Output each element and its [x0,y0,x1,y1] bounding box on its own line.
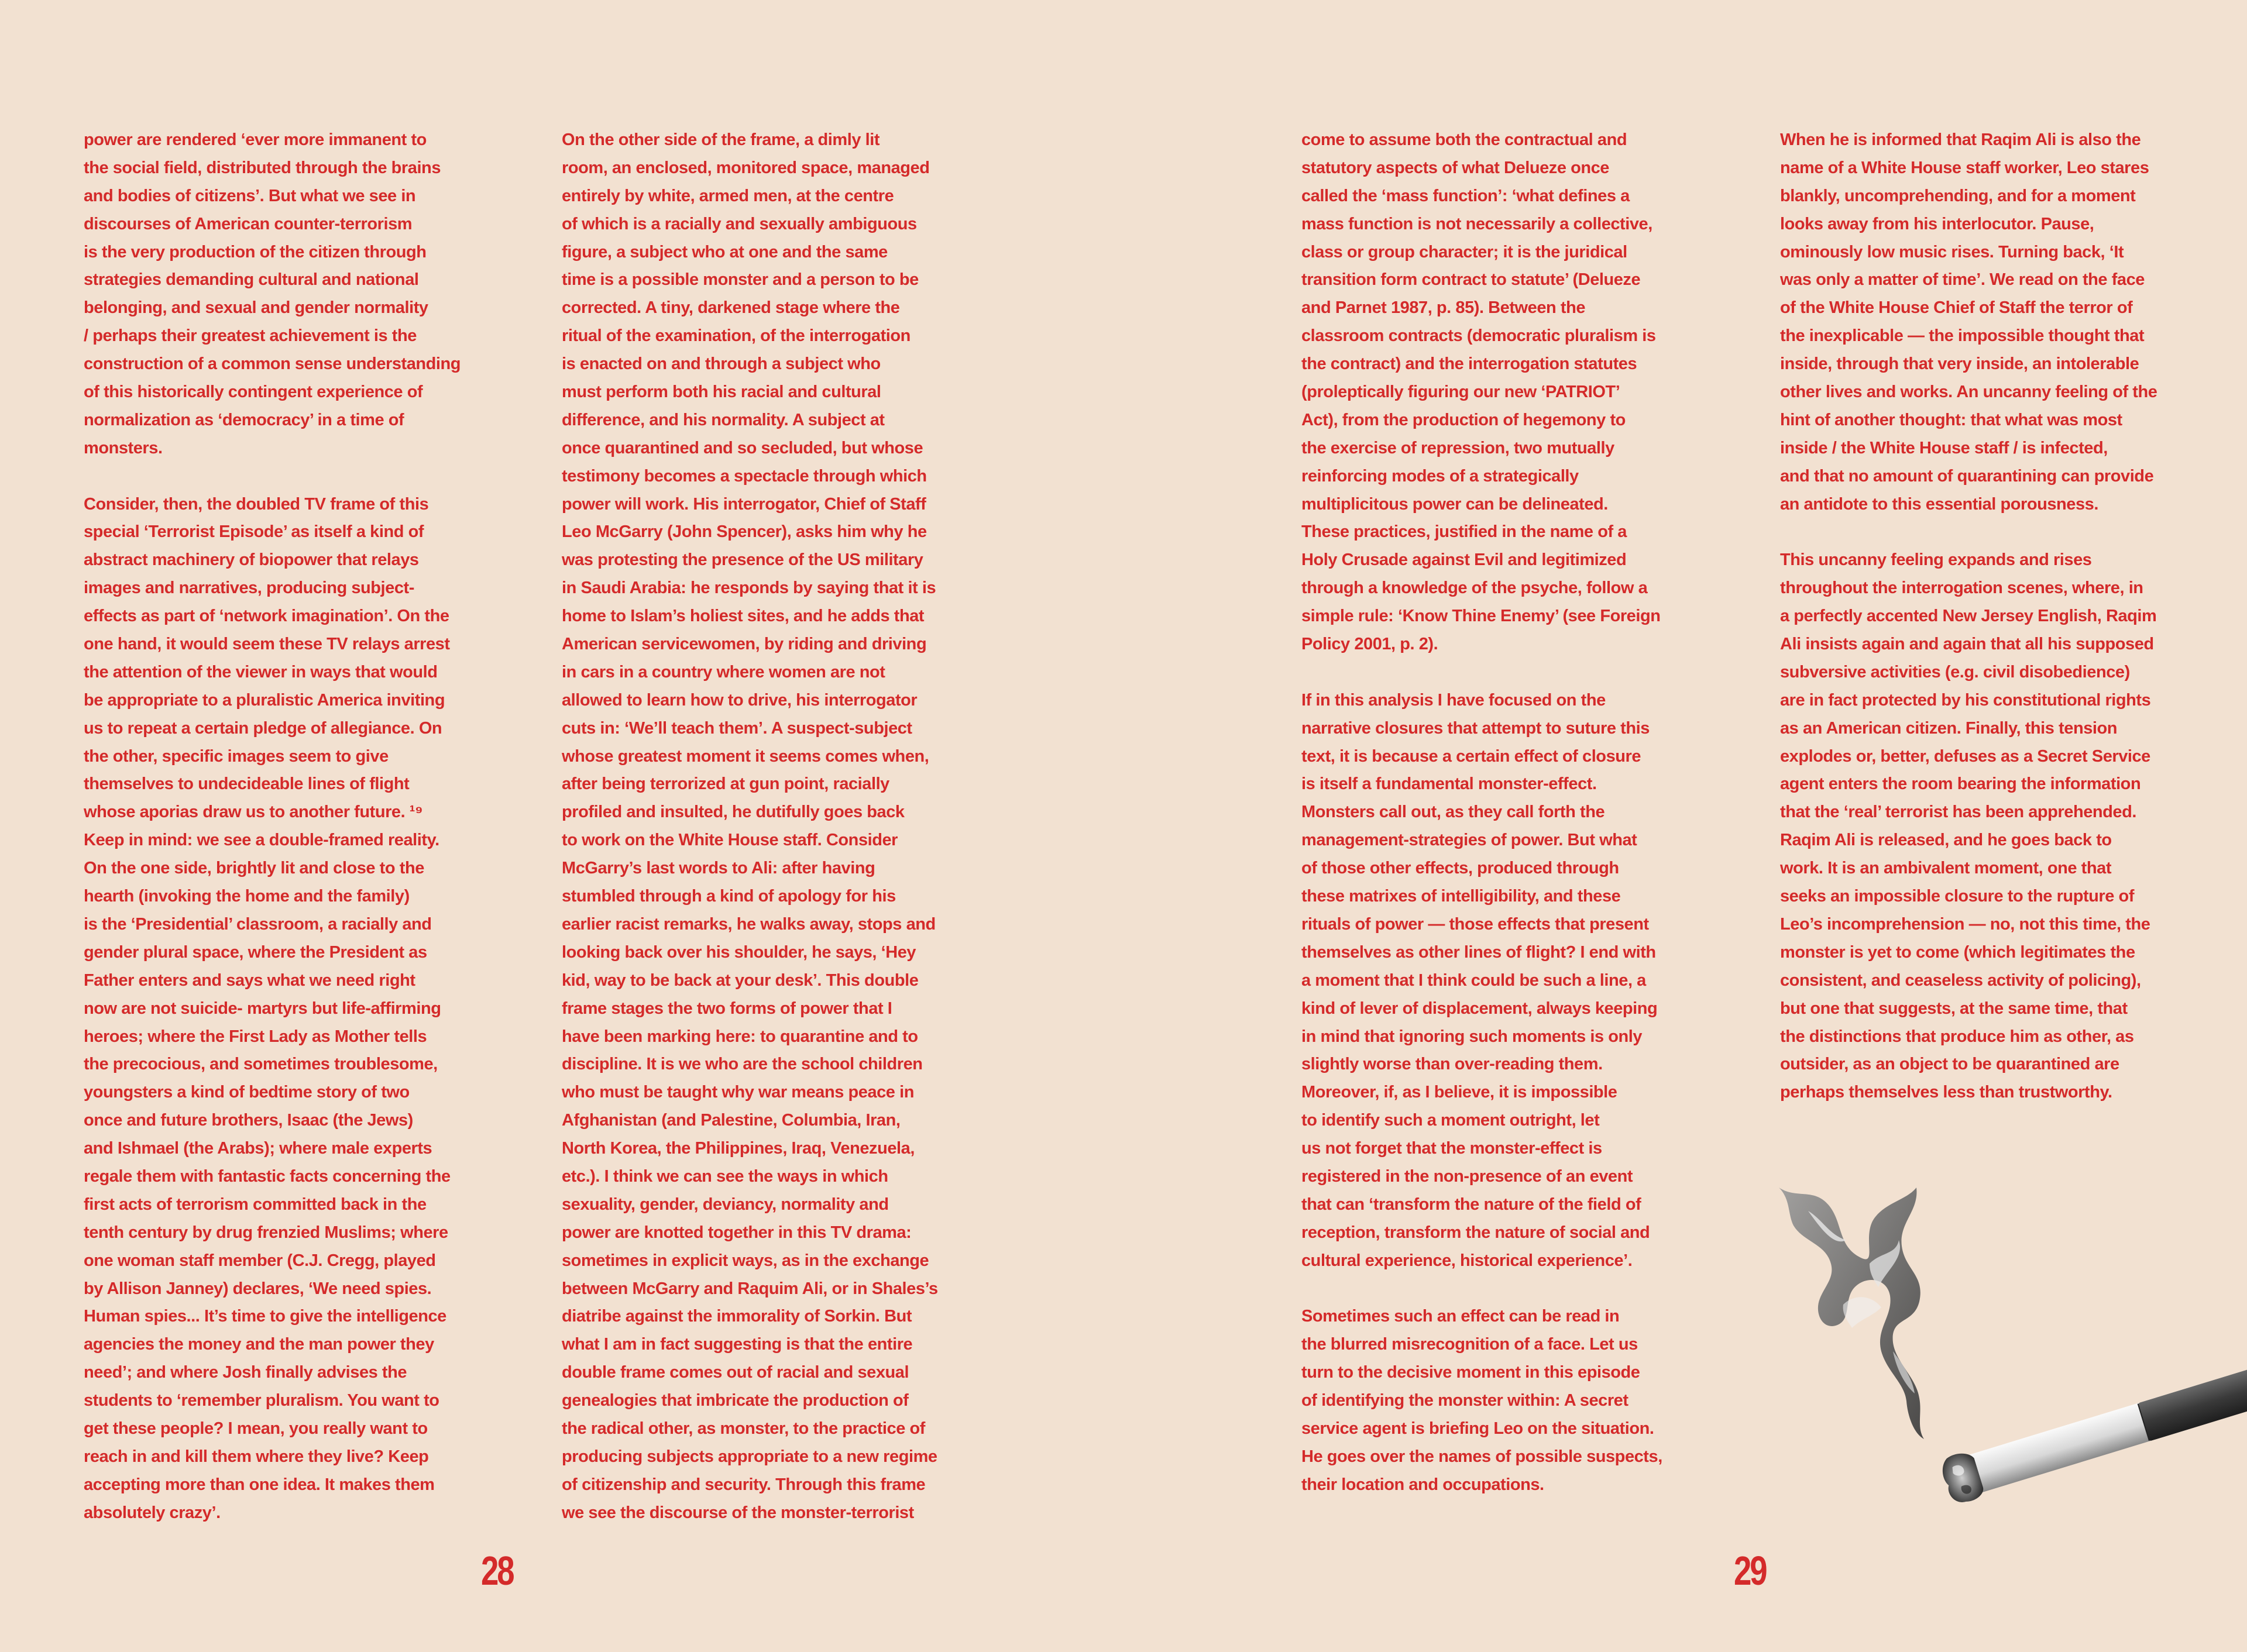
text-line: was only a matter of time’. We read on the face [1780,270,2145,290]
text-line: absolutely crazy’. [84,1503,221,1522]
text-line: the social field, distributed through the brains [84,158,441,177]
text-line: tenth century by drug frenzied Muslims; where [84,1223,448,1242]
text-line: normalization as ‘democracy’ in a time of [84,410,404,429]
text-line: have been marking here: to quarantine and to [562,1027,918,1046]
text-line: regale them with fantastic facts concerning the [84,1166,451,1186]
text-line: On the other side of the frame, a dimly lit [562,130,880,149]
text-line: Keep in mind: we see a double-framed reality. [84,831,439,850]
text-line: looking back over his shoulder, he says, ‘Hey [562,942,916,962]
text-line: of those other effects, produced through [1301,859,1619,878]
text-line: belonging, and sexual and gender normality [84,298,428,318]
text-line: corrected. A tiny, darkened stage where the [562,298,900,318]
text-line: looks away from his interlocutor. Pause, [1780,214,2094,233]
text-line: agencies the money and the man power they [84,1335,434,1354]
text-line: / perhaps their greatest achievement is the [84,326,417,346]
text-line: home to Islam’s holiest sites, and he adds that [562,607,925,626]
text-line: Ali insists again and again that all his supposed [1780,635,2154,654]
text-line: once quarantined and so secluded, but whose [562,438,923,457]
text-column-3 [1301,126,1662,1499]
text-line: discipline. It is we who are the school children [562,1055,923,1074]
text-line: Sometimes such an effect can be read in [1301,1307,1620,1326]
text-line: need’; and where Josh finally advises the [84,1363,407,1382]
text-line: genealogies that imbricate the production of [562,1391,909,1410]
text-line: effects as part of ‘network imagination’. On the [84,607,449,626]
text-line: of the White House Chief of Staff the terror of [1780,298,2133,318]
text-line: themselves as other lines of flight? I end with [1301,942,1656,962]
text-line: agent enters the room bearing the information [1780,775,2141,794]
text-line: of which is a racially and sexually ambiguous [562,214,917,233]
text-line: ritual of the examination, of the interrogation [562,326,911,346]
text-line: etc.). I think we can see the ways in which [562,1166,888,1186]
text-line: multiplicitous power can be delineated. [1301,494,1608,514]
text-line: the contract) and the interrogation statutes [1301,355,1637,374]
paragraph-break [1301,1275,1662,1303]
cigarette-smoke-icon [1773,1176,2247,1515]
text-line: entirely by white, armed men, at the centre [562,186,894,205]
text-line: mass function is not necessarily a collective, [1301,214,1652,233]
text-line: throughout the interrogation scenes, where, in [1780,579,2143,598]
text-line: Holy Crusade against Evil and legitimized [1301,550,1627,570]
text-line: the blurred misrecognition of a face. Let us [1301,1335,1638,1354]
paragraph-break [1780,518,2157,546]
text-line: be appropriate to a pluralistic America inviting [84,690,445,710]
text-line: Consider, then, the doubled TV frame of this [84,494,429,514]
text-line: inside, through that very inside, an intolerable [1780,355,2139,374]
text-line: whose aporias draw us to another future. ¹⁹ [84,803,423,822]
text-line: sexuality, gender, deviancy, normality and [562,1195,889,1214]
text-line: transition form contract to statute’ (Delueze [1301,270,1641,290]
text-line: in mind that ignoring such moments is only [1301,1027,1643,1046]
text-line: discourses of American counter-terrorism [84,214,413,233]
page-number-right: 29 [1734,1548,1766,1594]
text-line: one woman staff member (C.J. Cregg, played [84,1251,436,1270]
text-line: On the one side, brightly lit and close to the [84,859,424,878]
text-line: us not forget that the monster-effect is [1301,1139,1602,1158]
text-line: after being terrorized at gun point, racially [562,775,889,794]
text-line: room, an enclosed, monitored space, managed [562,158,930,177]
text-line: youngsters a kind of bedtime story of two [84,1083,410,1102]
text-line: slightly worse than over-reading them. [1301,1055,1603,1074]
text-line: of identifying the monster within: A secret [1301,1391,1628,1410]
text-line: reach in and kill them where they live? Keep [84,1447,429,1466]
text-line: class or group character; it is the juridical [1301,242,1627,261]
text-line: power will work. His interrogator, Chief of Staff [562,494,926,514]
text-column-1 [84,126,461,1527]
text-line: what I am in fact suggesting is that the entire [562,1335,913,1354]
paragraph-break [1301,659,1662,687]
text-line: to work on the White House staff. Consider [562,831,898,850]
text-line: rituals of power — those effects that present [1301,914,1649,934]
text-line: is enacted on and through a subject who [562,355,881,374]
text-line: but one that suggests, at the same time, that [1780,999,2128,1018]
text-line: now are not suicide- martyrs but life-affirming [84,999,441,1018]
text-line: turn to the decisive moment in this episode [1301,1363,1640,1382]
text-line: was protesting the presence of the US military [562,550,923,570]
text-line: come to assume both the contractual and [1301,130,1627,149]
text-line: of citizenship and security. Through this frame [562,1475,926,1494]
text-line: to identify such a moment outright, let [1301,1111,1600,1130]
text-line: the other, specific images seem to give [84,746,389,766]
paragraph-break [84,463,461,491]
text-line: in Saudi Arabia: he responds by saying that it is [562,579,936,598]
text-line: is the ‘Presidential’ classroom, a racially and [84,914,432,934]
text-line: the inexplicable — the impossible thought that [1780,326,2145,346]
text-line: ominously low music rises. Turning back, ‘It [1780,242,2124,261]
text-line: must perform both his racial and cultural [562,383,881,402]
text-line: These practices, justified in the name of a [1301,522,1627,542]
text-line: that can ‘transform the nature of the field of [1301,1195,1641,1214]
text-line: Leo’s incomprehension — no, not this time, the [1780,914,2150,934]
text-column-2 [562,126,938,1527]
text-line: Human spies... It’s time to give the intelligence [84,1307,446,1326]
text-line: of this historically contingent experience of [84,383,423,402]
text-line: kid, way to be back at your desk’. This double [562,970,919,990]
text-line: This uncanny feeling expands and rises [1780,550,2092,570]
text-line: narrative closures that attempt to suture this [1301,718,1650,738]
text-line: McGarry’s last words to Ali: after having [562,859,875,878]
text-line: subversive activities (e.g. civil disobedience) [1780,662,2130,682]
text-line: kind of lever of displacement, always keeping [1301,999,1658,1018]
text-line: statutory aspects of what Delueze once [1301,158,1609,177]
text-line: a moment that I think could be such a line, a [1301,970,1646,990]
text-line: other lives and works. An uncanny feeling of the [1780,383,2157,402]
text-line: service agent is briefing Leo on the situation. [1301,1419,1654,1438]
text-line: between McGarry and Raquim Ali, or in Shales’s [562,1279,938,1298]
text-line: first acts of terrorism committed back in the [84,1195,427,1214]
text-line: images and narratives, producing subject- [84,579,414,598]
text-line: who must be taught why war means peace in [562,1083,914,1102]
text-line: power are rendered ‘ever more immanent to [84,130,427,149]
text-line: is the very production of the citizen through [84,242,427,261]
text-line: earlier racist remarks, he walks away, stops and [562,914,936,934]
text-line: the precocious, and sometimes troublesome, [84,1055,438,1074]
text-line: strategies demanding cultural and national [84,270,419,290]
text-line: accepting more than one idea. It makes them [84,1475,435,1494]
text-line: (proleptically figuring our new ‘PATRIOT’ [1301,383,1620,402]
text-line: cuts in: ‘We’ll teach them’. A suspect-subject [562,718,912,738]
text-line: the radical other, as monster, to the practice of [562,1419,925,1438]
text-line: power are knotted together in this TV drama: [562,1223,912,1242]
text-line: Policy 2001, p. 2). [1301,635,1438,654]
text-line: is itself a fundamental monster-effect. [1301,775,1597,794]
text-line: and Parnet 1987, p. 85). Between the [1301,298,1586,318]
text-line: gender plural space, where the President as [84,942,427,962]
text-line: allowed to learn how to drive, his interrogator [562,690,918,710]
text-line: cultural experience, historical experience’. [1301,1251,1633,1270]
text-line: as an American citizen. Finally, this tension [1780,718,2118,738]
text-line: construction of a common sense understanding [84,355,461,374]
text-line: special ‘Terrorist Episode’ as itself a kind of [84,522,424,542]
text-line: the attention of the viewer in ways that would [84,662,438,682]
text-line: monsters. [84,438,163,457]
text-line: reinforcing modes of a strategically [1301,466,1579,486]
text-line: Moreover, if, as I believe, it is impossible [1301,1083,1617,1102]
text-line: Leo McGarry (John Spencer), asks him why he [562,522,927,542]
text-line: Monsters call out, as they call forth the [1301,803,1605,822]
text-line: North Korea, the Philippines, Iraq, Venezuela, [562,1139,915,1158]
text-line: text, it is because a certain effect of closure [1301,746,1641,766]
text-line: producing subjects appropriate to a new regime [562,1447,937,1466]
text-column-4 [1780,126,2157,1107]
text-line: figure, a subject who at one and the same [562,242,888,261]
text-line: that the ‘real’ terrorist has been apprehended. [1780,803,2136,822]
text-line: American servicewomen, by riding and driving [562,635,927,654]
page-number-left: 28 [481,1548,513,1594]
text-line: Act), from the production of hegemony to [1301,410,1626,429]
text-line: an antidote to this essential porousness. [1780,494,2098,514]
text-line: heroes; where the First Lady as Mother tells [84,1027,427,1046]
text-line: work. It is an ambivalent moment, one that [1780,859,2112,878]
text-line: whose greatest moment it seems comes when, [562,746,929,766]
text-line: sometimes in explicit ways, as in the exchange [562,1251,929,1270]
text-line: a perfectly accented New Jersey English, Raqim [1780,607,2157,626]
text-line: If in this analysis I have focused on the [1301,690,1606,710]
text-line: reception, transform the nature of social and [1301,1223,1650,1242]
text-line: hint of another thought: that what was most [1780,410,2122,429]
text-line: consistent, and ceaseless activity of policing), [1780,970,2141,990]
text-line: in cars in a country where women are not [562,662,885,682]
text-line: one hand, it would seem these TV relays arrest [84,635,450,654]
text-line: time is a possible monster and a person to be [562,270,919,290]
text-line: and bodies of citizens’. But what we see in [84,186,416,205]
text-line: we see the discourse of the monster-terrorist [562,1503,914,1522]
smoke-plume [1779,1188,1924,1439]
text-line: He goes over the names of possible suspects, [1301,1447,1662,1466]
text-line: their location and occupations. [1301,1475,1544,1494]
text-line: simple rule: ‘Know Thine Enemy’ (see Foreign [1301,607,1661,626]
text-line: by Allison Janney) declares, ‘We need spies. [84,1279,432,1298]
text-line: outsider, as an object to be quarantined are [1780,1055,2119,1074]
text-line: When he is informed that Raqim Ali is also the [1780,130,2141,149]
text-line: themselves to undecideable lines of flight [84,775,410,794]
text-line: management-strategies of power. But what [1301,831,1637,850]
text-line: registered in the non-presence of an event [1301,1166,1633,1186]
text-line: profiled and insulted, he dutifully goes back [562,803,905,822]
text-line: double frame comes out of racial and sexual [562,1363,909,1382]
text-line: called the ‘mass function’: ‘what defines a [1301,186,1630,205]
text-line: the distinctions that produce him as other, as [1780,1027,2134,1046]
text-line: and Ishmael (the Arabs); where male experts [84,1139,432,1158]
text-line: abstract machinery of biopower that relays [84,550,419,570]
text-line: blankly, uncomprehending, and for a moment [1780,186,2136,205]
text-line: perhaps themselves less than trustworthy. [1780,1083,2112,1102]
text-line: diatribe against the immorality of Sorkin. But [562,1307,912,1326]
text-line: are in fact protected by his constitutional rights [1780,690,2151,710]
text-line: students to ‘remember pluralism. You want to [84,1391,439,1410]
text-line: explodes or, better, defuses as a Secret Service [1780,746,2150,766]
text-line: Father enters and says what we need right [84,970,415,990]
text-line: stumbled through a kind of apology for his [562,887,896,906]
text-line: inside / the White House staff / is infected, [1780,438,2108,457]
text-line: through a knowledge of the psyche, follow a [1301,579,1648,598]
text-line: hearth (invoking the home and the family) [84,887,410,906]
text-line: Afghanistan (and Palestine, Columbia, Iran, [562,1111,901,1130]
text-line: these matrixes of intelligibility, and these [1301,887,1621,906]
text-line: name of a White House staff worker, Leo stares [1780,158,2149,177]
text-line: classroom contracts (democratic pluralism is [1301,326,1656,346]
cigarette [1938,1360,2247,1506]
text-line: difference, and his normality. A subject at [562,410,885,429]
text-line: monster is yet to come (which legitimates the [1780,942,2135,962]
text-line: seeks an impossible closure to the rupture of [1780,887,2135,906]
text-line: Raqim Ali is released, and he goes back to [1780,831,2112,850]
text-line: testimony becomes a spectacle through which [562,466,927,486]
text-line: the exercise of repression, two mutually [1301,438,1614,457]
text-line: get these people? I mean, you really want to [84,1419,428,1438]
text-line: and that no amount of quarantining can provide [1780,466,2154,486]
text-line: us to repeat a certain pledge of allegiance. On [84,718,442,738]
text-line: once and future brothers, Isaac (the Jews) [84,1111,413,1130]
text-line: frame stages the two forms of power that I [562,999,892,1018]
